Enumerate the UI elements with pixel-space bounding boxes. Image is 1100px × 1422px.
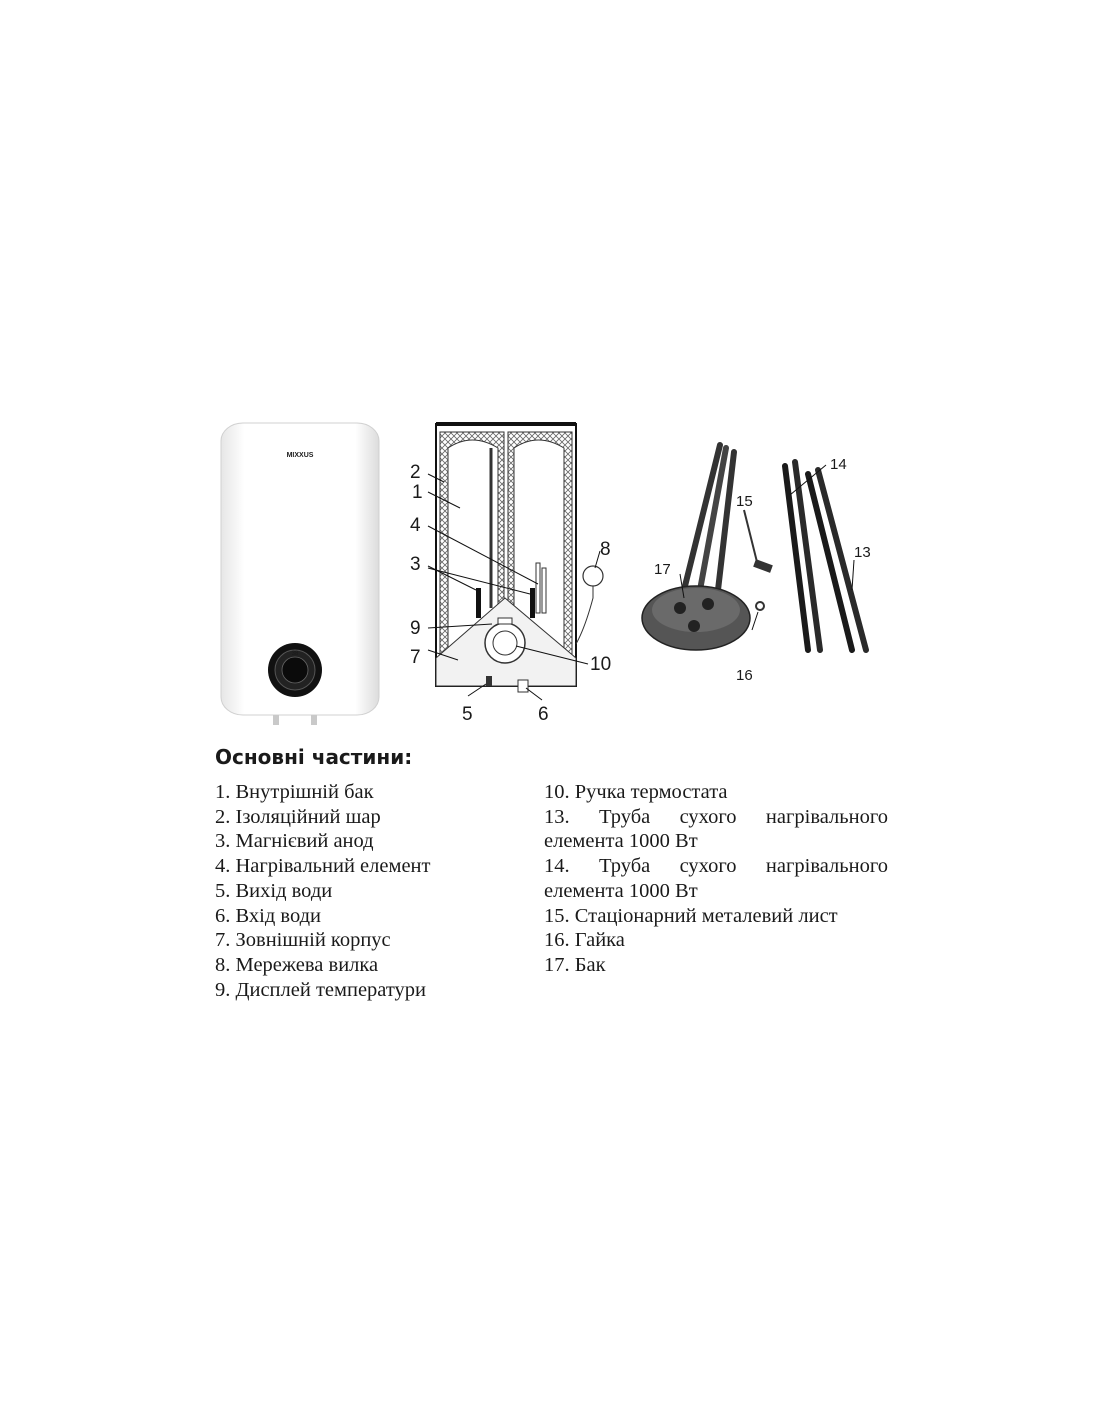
legend-item: 4. Нагрівальний елемент (215, 855, 431, 878)
parts-label-14: 14 (830, 456, 847, 473)
diagram-label-6: 6 (538, 704, 549, 725)
legend-item: 6. Вхід води (215, 904, 322, 927)
legend-title: Основні частини: (215, 745, 413, 769)
legend-item: 17. Бак (544, 953, 606, 976)
water-heater-photo (215, 415, 385, 730)
cross-section-diagram (400, 418, 620, 726)
legend-item: 9. Дисплей температури (215, 978, 427, 1001)
parts-label-16: 16 (736, 667, 753, 684)
legend-item: 16. Гайка (544, 929, 625, 952)
heating-element-parts (640, 440, 900, 690)
legend-item: 8. Мережева вилка (215, 953, 379, 976)
diagram-label-2: 2 (410, 462, 421, 483)
diagram-label-10: 10 (590, 654, 612, 675)
diagram-label-3: 3 (410, 554, 421, 575)
legend-item: 10. Ручка термостата (544, 781, 728, 803)
diagram-label-4: 4 (410, 515, 421, 536)
legend-item: 13. Труба сухого нагрівального елемента 1000 Вт (544, 805, 888, 853)
diagram-label-8: 8 (600, 539, 611, 560)
parts-label-17: 17 (654, 561, 671, 578)
legend-item: 1. Внутрішній бак (215, 781, 374, 803)
diagram-label-1: 1 (412, 482, 423, 503)
legend-item: 5. Вихід води (215, 879, 333, 902)
legend-list-left (215, 780, 515, 1002)
parts-label-15: 15 (736, 493, 753, 510)
legend-item: 15. Стаціонарний металевий лист (544, 904, 838, 927)
legend-item: 3. Магнієвий анод (215, 830, 374, 853)
diagram-label-5: 5 (462, 704, 473, 725)
legend-item: 14. Труба сухого нагрівального елемента 1000 Вт (544, 855, 888, 902)
temperature-display: 38 (291, 651, 299, 657)
parts-label-13: 13 (854, 544, 871, 561)
diagram-label-7: 7 (410, 647, 421, 668)
legend-item: 7. Зовнішній корпус (215, 929, 391, 952)
legend-item: 2. Ізоляційний шар (215, 805, 381, 828)
diagram-label-9: 9 (410, 618, 421, 639)
brand-logo: MIXXUS (286, 452, 314, 459)
legend-list-right (544, 780, 888, 978)
control-panel (268, 643, 322, 697)
